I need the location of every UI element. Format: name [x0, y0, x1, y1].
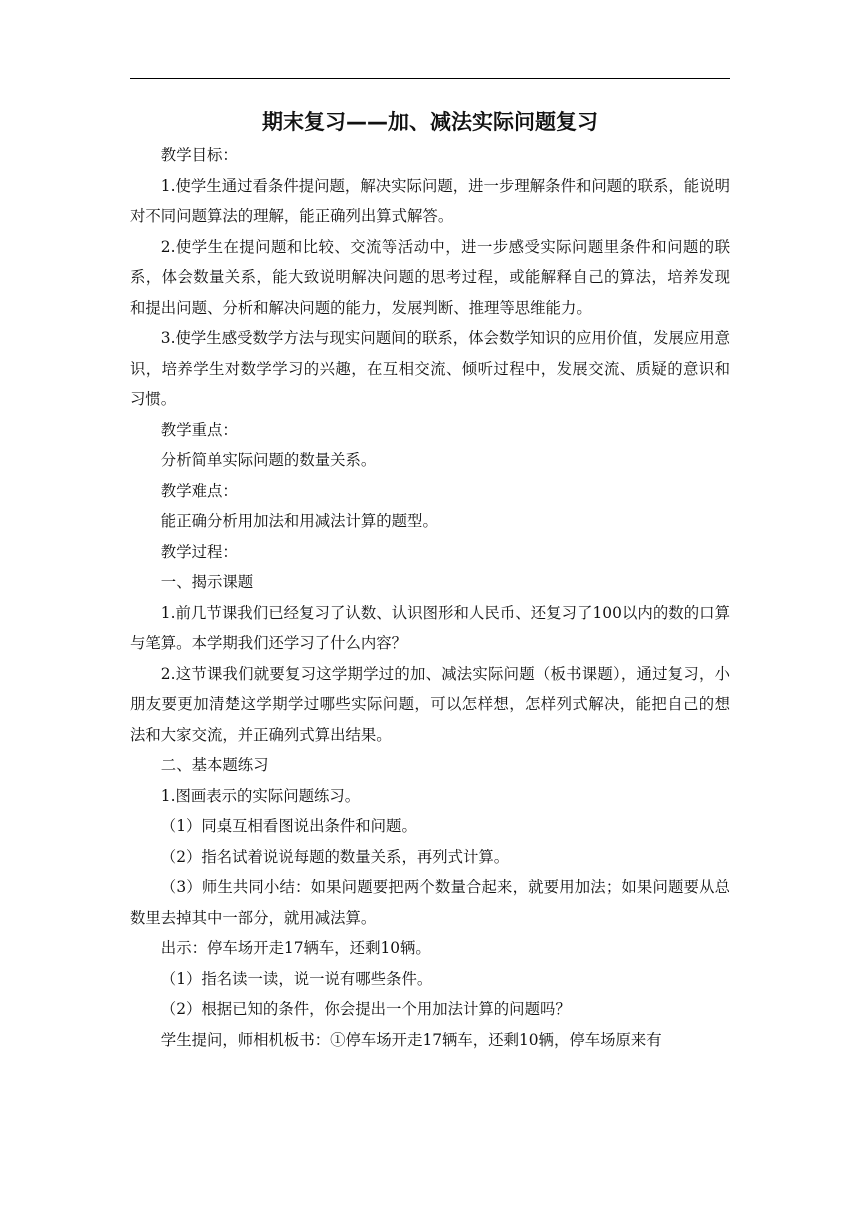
paragraph-goal-2: 2.使学生在提问题和比较、交流等活动中，进一步感受实际问题里条件和问题的联系，体会数量关系，能大致说明解决问题的思考过程，或能解释自己的算法，培养发现和提出问题、分析和解决问题的能力，发展判断、推理等思维能力。 [130, 237, 730, 317]
document-body [130, 140, 730, 1055]
paragraph-key-points-heading: 教学重点： [160, 420, 238, 439]
paragraph-problem-step-1: （1）指名读一读，说一说有哪些条件。 [160, 969, 433, 988]
paragraph-step-2: （2）指名试着说说每题的数量关系，再列式计算。 [160, 847, 510, 866]
paragraph-step-1: （1）同桌互相看图说出条件和问题。 [160, 817, 417, 835]
paragraph-goal-3: 3.使学生感受数学方法与现实问题间的联系，体会数学知识的应用价值，发展应用意识，培养学生对数学学习的兴趣，在互相交流、倾听过程中，发展交流、质疑的意识和习惯。 [130, 329, 730, 408]
paragraph-student-questions: 学生提问，师相机板书：①停车场开走17辆车，还剩10辆，停车场原来有 [160, 1030, 662, 1049]
paragraph-difficulties-heading: 教学难点： [160, 481, 238, 500]
paragraph-section-2-heading: 二、基本题练习 [160, 756, 269, 774]
paragraph-section-1-heading: 一、揭示课题 [160, 573, 254, 591]
paragraph-step-3: （3）师生共同小结：如果问题要把两个数量合起来，就要用加法；如果问题要从总数里去掉其中一部分，就用减法算。 [130, 878, 730, 927]
paragraph-process-heading: 教学过程： [160, 542, 238, 561]
header-rule [130, 78, 730, 79]
paragraph-section-2-item-1: 1.图画表示的实际问题练习。 [160, 786, 361, 805]
paragraph-problem-step-2: （2）根据已知的条件，你会提出一个用加法计算的问题吗？ [160, 1000, 571, 1018]
document-title: 期末复习——加、减法实际问题复习 [262, 110, 598, 134]
paragraph-section-1-item-1: 1.前几节课我们已经复习了认数、认识图形和人民币、还复习了100以内的数的口算与笔算。本学期我们还学习了什么内容？ [130, 603, 730, 652]
paragraph-key-points: 分析简单实际问题的数量关系。 [160, 451, 377, 469]
paragraph-difficulties: 能正确分析用加法和用减法计算的题型。 [160, 512, 438, 530]
paragraph-section-1-item-2: 2.这节课我们就要复习这学期学过的加、减法实际问题（板书课题），通过复习，小朋友要更加清楚这学期学过哪些实际问题，可以怎样想，怎样列式解决，能把自己的想法和大家交流，并正确列式算出结果。 [130, 664, 730, 744]
paragraph-teaching-goals-heading: 教学目标： [160, 146, 238, 164]
paragraph-show-problem: 出示：停车场开走17辆车，还剩10辆。 [160, 939, 431, 957]
paragraph-goal-1: 1.使学生通过看条件提问题，解决实际问题，进一步理解条件和问题的联系，能说明对不同问题算法的理解，能正确列出算式解答。 [130, 176, 730, 225]
